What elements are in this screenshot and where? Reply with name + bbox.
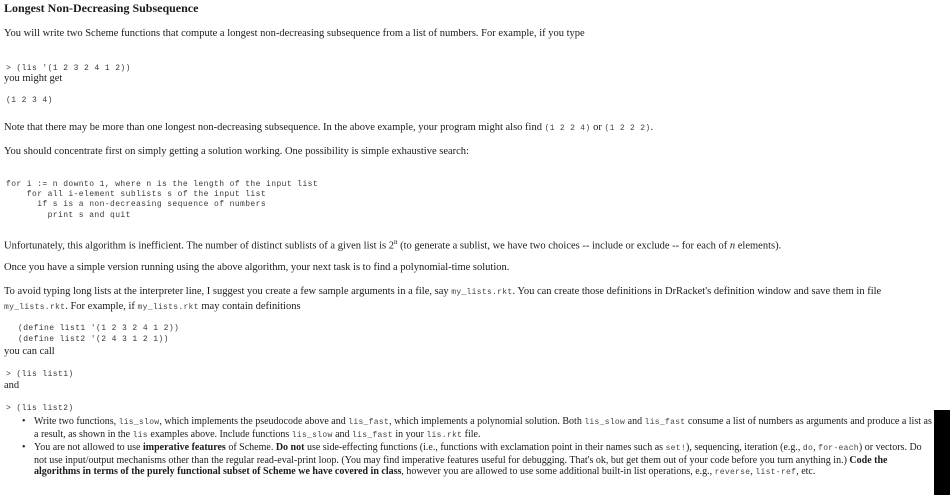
bullet-text: use side-effecting functions (i.e., functions with exclamation point in their names such as [304,442,666,453]
function-name-code: lis_fast [644,418,686,427]
bold-text: imperative features [142,442,226,453]
call-example-2: > (lis list2) [6,404,74,413]
list-item [22,416,934,441]
avoid-text-4: may contain definitions [198,301,301,312]
note-text-pre: Note that there may be more than one longest non-decreasing subsequence. In the above example, your program might also find [4,122,545,133]
exponent-n: n [394,238,398,246]
pseudocode-line: print s and quit [6,211,131,220]
bullet-text: , [750,466,756,477]
bullet-text: , [813,442,819,453]
pseudocode-line: if s is a non-decreasing sequence of numbers [6,200,267,209]
bullet-text: , which implements the pseudocode above and [159,416,349,427]
inefficient-paragraph [4,235,781,254]
bullet-text: in your [392,428,427,440]
bullet-text: ), sequencing, iteration (e.g., [685,442,803,453]
bullet-dot-icon: • [22,442,26,453]
inefficient-text-pre: Unfortunately, this algorithm is inefficient. The number of distinct sublists of a given list is 2 [4,240,395,252]
bold-text: Do not [275,442,305,453]
once-paragraph: Once you have a simple version running using the above algorithm, your next task is to find a polynomial-time solution. [4,262,510,273]
intro-paragraph: You will write two Scheme functions that compute a longest non-decreasing subsequence from a list of numbers. For example, if you type [4,28,585,39]
function-name-code: lis_fast [348,418,390,427]
you-can-call-text: you can call [4,346,55,357]
avoid-paragraph [4,285,946,315]
bullet-text: Write two functions, [34,416,119,427]
file-name-code: my_lists.rkt [4,303,66,312]
avoid-text-3: . For example, if [65,301,138,312]
and-text: and [4,380,20,391]
example-output-code: (1 2 3 4) [6,96,53,105]
scrollbar[interactable] [934,410,950,495]
example-input-code: > (lis '(1 2 3 2 4 1 2)) [6,64,131,73]
function-name-code: list-ref [755,468,797,477]
list-item [22,442,934,479]
might-get-text: you might get [4,73,63,84]
inefficient-text-post: (to generate a sublist, we have two choices -- include or exclude -- for each of [397,240,730,252]
concentrate-paragraph: You should concentrate first on simply getting a solution working. One possibility is simple exhaustive search: [4,146,469,157]
page-title: Longest Non-Decreasing Subsequence [4,1,199,15]
function-name-code: set! [665,444,686,453]
bullet-text: , etc. [796,466,816,477]
note-paragraph [4,121,653,136]
function-name-code: lis_fast [352,430,393,440]
avoid-text-2: . You can create those definitions in DrRacket's definition window and save them in file [512,286,882,297]
bullet-text: , however you are allowed to use some additional built-in list operations, e.g., [401,466,715,477]
bold-text: Code the algorithms in terms of the purely functional subset of Scheme we have covered in class [34,454,888,477]
bullet-text: of Scheme. [225,442,276,453]
note-text-post: . [650,122,654,133]
function-name-code: lis_slow [291,430,333,440]
file-name-code: lis.rkt [426,430,463,440]
bullet-text: and [625,416,645,427]
bullet-dot-icon: • [22,416,26,427]
bullet-text: ) or vectors. Do not use input/output mechanisms other than the regular read-eval-print loop. (You may find imperative features useful for debugging. That's ok, but get them out of your code before you turn anything in.) [34,442,922,466]
pseudocode-line: for i := n downto 1, where n is the length of the input list [6,180,319,189]
note-alt-2: (1 2 2 2) [604,124,651,133]
bullet-text: consume a list of numbers as arguments and produce a list as a result, as shown in the [34,416,932,440]
function-name-code: reverse [714,468,751,477]
call-example-1: > (lis list1) [6,370,74,379]
bullet-text: and [332,428,353,440]
inefficient-text-end: elements). [735,240,782,252]
function-name-code: lis_slow [584,418,626,427]
definition-line: (define list2 '(2 4 3 1 2 1)) [18,335,169,344]
file-name-code: my_lists.rkt [451,288,513,297]
definition-line: (define list1 '(1 2 3 2 4 1 2)) [18,324,180,333]
function-name-code: for-each [818,444,859,453]
avoid-text-1: To avoid typing long lists at the interpreter line, I suggest you create a few sample arguments in a file, say [4,286,452,297]
file-name-code: my_lists.rkt [137,303,199,312]
bullet-text: file. [462,428,481,440]
function-name-code: lis_slow [118,418,160,427]
function-name-code: do [802,444,814,453]
bullet-text: examples above. Include functions [147,428,292,440]
note-text-mid: or [590,122,605,133]
pseudocode-line: for all i-element sublists s of the input list [6,190,267,199]
bullet-text: , which implements a polynomial solution. Both [389,416,585,427]
requirements-list [22,416,934,480]
italic-n: n [729,240,736,252]
bullet-text: You are not allowed to use [34,442,143,453]
note-alt-1: (1 2 2 4) [544,124,591,133]
function-name-code: lis [132,430,148,440]
